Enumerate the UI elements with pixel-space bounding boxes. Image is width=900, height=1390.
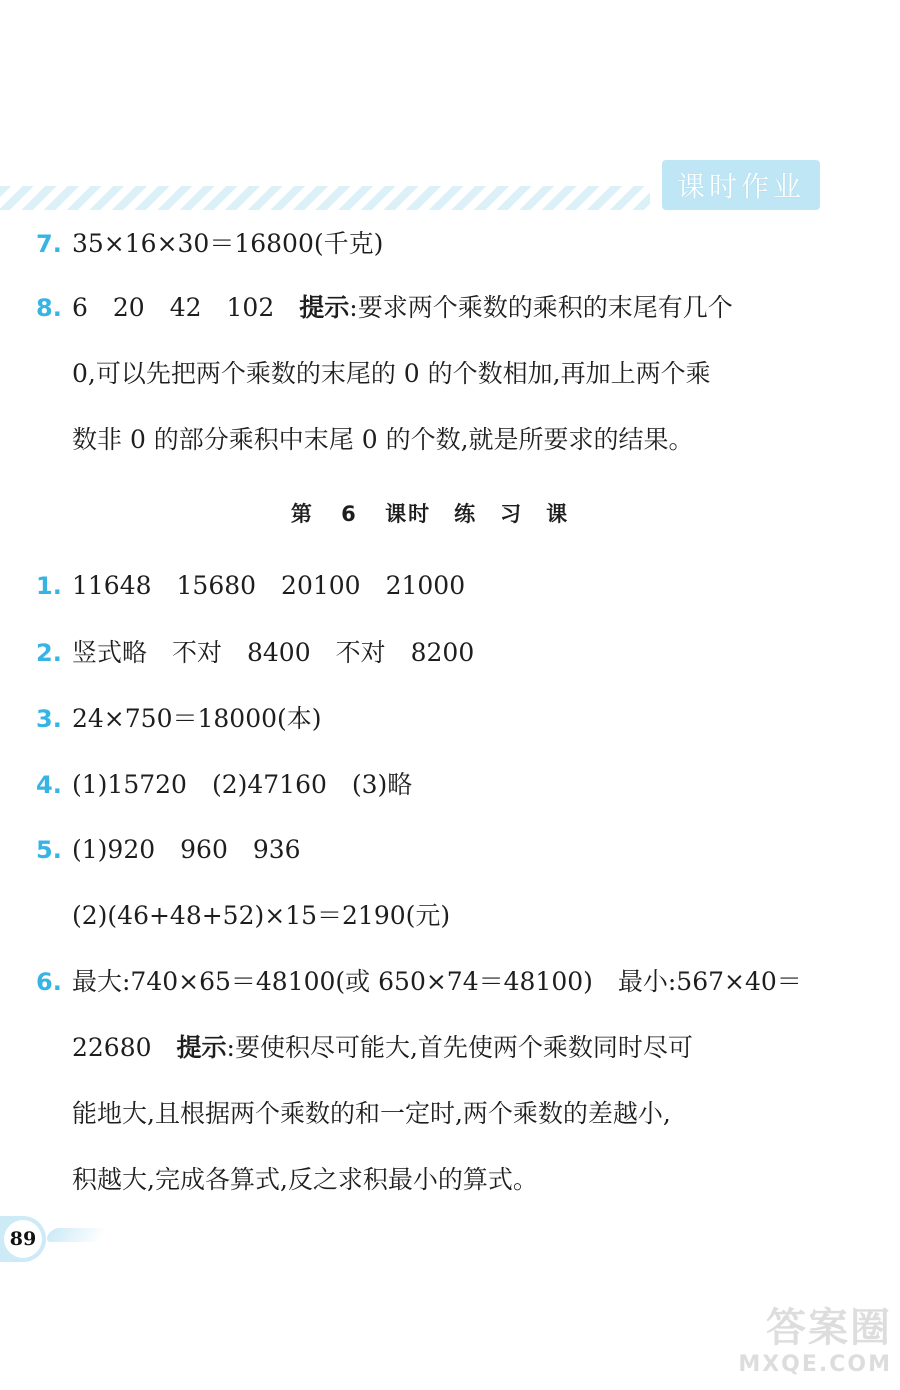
question-number: 5.: [36, 836, 62, 864]
answer-text: 6 20 42 102: [72, 293, 300, 322]
page-number-decoration: [44, 1228, 108, 1242]
answer-text: :要使积尽可能大,首先使两个乘数同时尽可: [226, 1033, 693, 1062]
answer-1: [36, 568, 836, 604]
answer-text: 35×16×30＝16800(千克): [72, 229, 384, 258]
page-number: 89: [4, 1220, 42, 1258]
answer-text: 22680: [72, 1033, 177, 1062]
section-title: 第 6 课时 练 习 课: [290, 502, 570, 526]
answer-text: 竖式略 不对 8400 不对 8200: [72, 638, 475, 667]
question-number: 4.: [36, 771, 62, 799]
tip-label: 提示: [299, 293, 350, 322]
question-number: 3.: [36, 705, 62, 733]
watermark-url: MXQE.COM: [738, 1352, 892, 1377]
answer-text: (1)15720 (2)47160 (3)略: [72, 770, 413, 799]
answer-text: 最大:740×65＝48100(或 650×74＝48100) 最小:567×40＝: [72, 967, 802, 996]
answer-6-continued: 能地大,且根据两个乘数的和一定时,两个乘数的差越小,: [72, 1099, 671, 1128]
answer-8: [36, 290, 836, 326]
question-number: 6.: [36, 968, 62, 996]
answer-6-continued: [72, 1030, 872, 1066]
answer-text: :要求两个乘数的乘积的末尾有几个: [349, 293, 733, 322]
question-number: 2.: [36, 639, 62, 667]
answer-6-continued: 积越大,完成各算式,反之求积最小的算式。: [72, 1165, 538, 1194]
answer-text: 11648 15680 20100 21000: [72, 571, 466, 600]
answer-6: [36, 964, 836, 1000]
answer-2: [36, 635, 836, 671]
page-number-badge: [0, 1216, 46, 1262]
header-title: 课时作业: [662, 160, 820, 210]
header-decoration: [0, 186, 650, 210]
answer-4: [36, 767, 836, 803]
watermark: [692, 1304, 892, 1384]
answer-3: [36, 701, 836, 737]
watermark-logo: 答案圈: [766, 1305, 892, 1351]
question-number: 7.: [36, 230, 62, 258]
question-number: 1.: [36, 572, 62, 600]
answer-5-continued: (2)(46+48+52)×15＝2190(元): [72, 901, 451, 930]
answer-text: (1)920 960 936: [72, 835, 301, 864]
answer-5: [36, 832, 836, 868]
answer-8-continued: 数非 0 的部分乘积中末尾 0 的个数,就是所要求的结果。: [72, 425, 694, 454]
tip-label: 提示: [176, 1033, 227, 1062]
answer-7: [36, 226, 836, 262]
answer-8-continued: 0,可以先把两个乘数的末尾的 0 的个数相加,再加上两个乘: [72, 359, 711, 388]
answer-text: 24×750＝18000(本): [72, 704, 322, 733]
question-number: 8.: [36, 294, 62, 322]
